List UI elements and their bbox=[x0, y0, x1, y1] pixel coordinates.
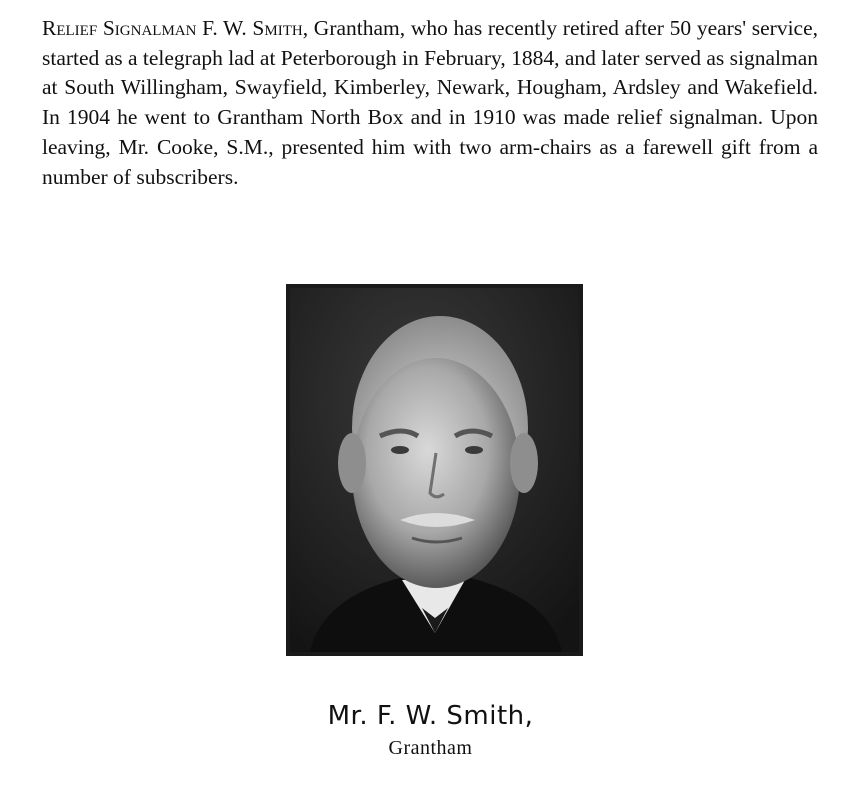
article bbox=[42, 14, 818, 192]
article-paragraph bbox=[42, 14, 818, 192]
caption-name: Mr. F. W. Smith, bbox=[327, 701, 534, 731]
caption-place: Grantham bbox=[388, 737, 473, 759]
portrait-photo bbox=[286, 284, 583, 656]
portrait-image bbox=[290, 288, 579, 652]
article-body: , Grantham, who has recently retired after 50 years' service, started as a telegraph lad at Peterborough in February, 1884, and later served as signalman at South Willingham, Swayfield, Kimberley, Newark, Hougham, Ardsley and Wakefield. In 1904 he went to Grantham North Box and in 1910 was made relief signalman. Upon leaving, Mr. Cooke, S.M., presented him with two arm-chairs as a farewell gift from a number of subscribers. bbox=[42, 16, 819, 189]
article-lead-in: Relief Signalman F. W. Smith bbox=[42, 16, 303, 40]
